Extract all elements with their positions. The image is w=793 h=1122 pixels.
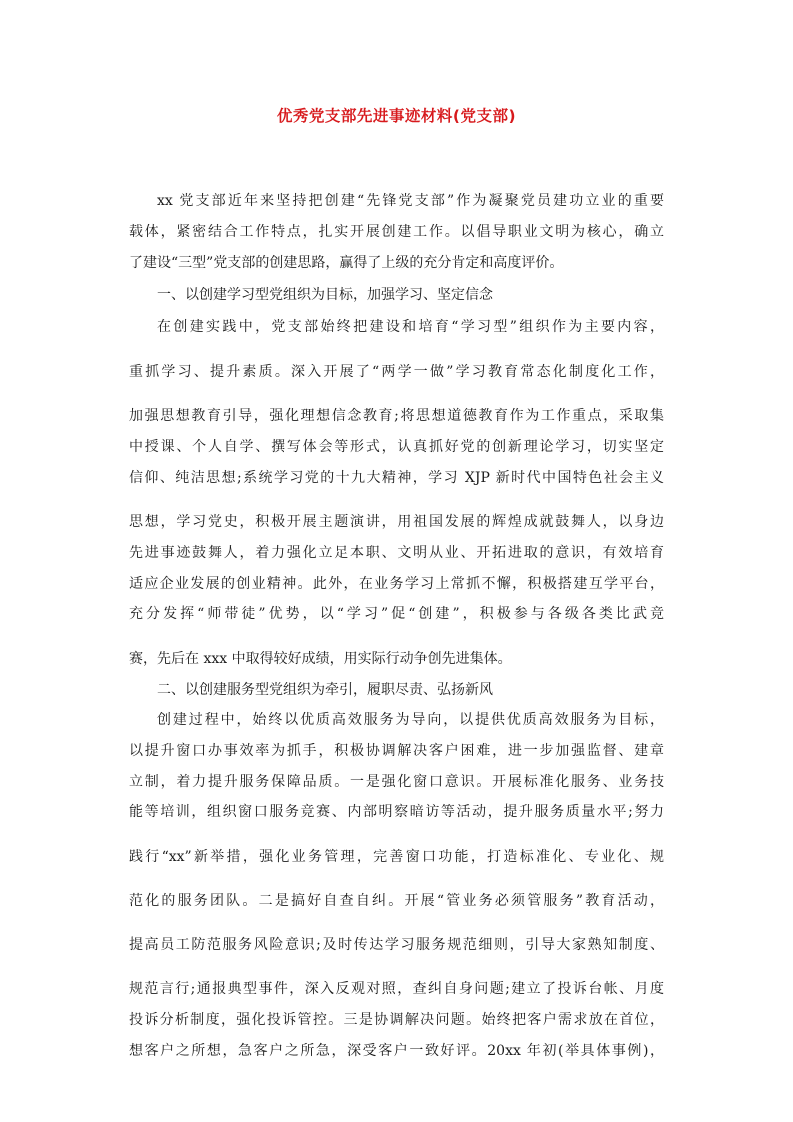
paragraph-line: 了建设“三型”党支部的创建思路，赢得了上级的充分肯定和高度评价。 [129, 255, 564, 271]
paragraph-line: 范化的服务团队。二是搞好自查自纠。开展“管业务必须管服务”教育活动， [129, 893, 664, 909]
paragraph-line: 加强思想教育引导，强化理想信念教育;将思想道德教育作为工作重点，采取集 [129, 408, 664, 424]
paragraph-line: 适应企业发展的创业精神。此外，在业务学习上常抓不懈，积极搭建互学平台， [129, 576, 664, 592]
paragraph-line: 中授课、个人自学、撰写体会等形式，认真抓好党的创新理论学习，切实坚定 [129, 439, 664, 455]
paragraph-line: 充分发挥“师带徒”优势，以“学习”促“创建”，积极参与各级各类比武竞 [129, 606, 664, 622]
paragraph-line: 赛，先后在 xxx 中取得较好成绩，用实际行动争创先进集体。 [129, 651, 512, 667]
paragraph-line: 重抓学习、提升素质。深入开展了“两学一做”学习教育常态化制度化工作， [129, 364, 664, 380]
paragraph-line: 提高员工防范服务风险意识;及时传达学习服务规范细则，引导大家熟知制度、 [129, 937, 664, 953]
paragraph-line: 规范言行;通报典型事件，深入反观对照，查纠自身问题;建立了投诉台帐、月度 [129, 981, 664, 997]
section-heading: 二、以创建服务型党组织为牵引，履职尽责、弘扬新风 [157, 682, 493, 698]
paragraph-line: xx 党支部近年来坚持把创建“先锋党支部”作为凝聚党员建功立业的重要 [157, 193, 664, 209]
paragraph-line: 想客户之所想，急客户之所急，深受客户一致好评。20xx 年初(举具体事例)， [129, 1043, 664, 1059]
paragraph-line: 创建过程中，始终以优质高效服务为导向，以提供优质高效服务为目标， [157, 712, 664, 728]
paragraph-line: 投诉分析制度，强化投诉管控。三是协调解决问题。始终把客户需求放在首位， [129, 1012, 664, 1028]
paragraph-line: 能等培训，组织窗口服务竞赛、内部明察暗访等活动，提升服务质量水平;努力 [129, 804, 664, 820]
paragraph-line: 在创建实践中，党支部始终把建设和培育“学习型”组织作为主要内容， [157, 319, 664, 335]
paragraph-line: 践行“xx”新举措，强化业务管理，完善窗口功能，打造标准化、专业化、规 [129, 849, 664, 865]
paragraph-line: 以提升窗口办事效率为抓手，积极协调解决客户困难，进一步加强监督、建章 [129, 743, 664, 759]
paragraph-line: 立制，着力提升服务保障品质。一是强化窗口意识。开展标准化服务、业务技 [129, 774, 664, 790]
paragraph-line: 载体，紧密结合工作特点，扎实开展创建工作。以倡导职业文明为核心，确立 [129, 224, 664, 240]
paragraph-line: 思想，学习党史，积极开展主题演讲，用祖国发展的辉煌成就鼓舞人，以身边 [129, 514, 664, 530]
section-heading: 一、以创建学习型党组织为目标，加强学习、坚定信念 [157, 287, 493, 303]
document-title: 优秀党支部先进事迹材料(党支部) [276, 107, 517, 125]
paragraph-line: 信仰、纯洁思想;系统学习党的十九大精神，学习 XJP 新时代中国特色社会主义 [129, 470, 664, 486]
paragraph-line: 先进事迹鼓舞人，着力强化立足本职、文明从业、开拓进取的意识，有效培育 [129, 545, 664, 561]
